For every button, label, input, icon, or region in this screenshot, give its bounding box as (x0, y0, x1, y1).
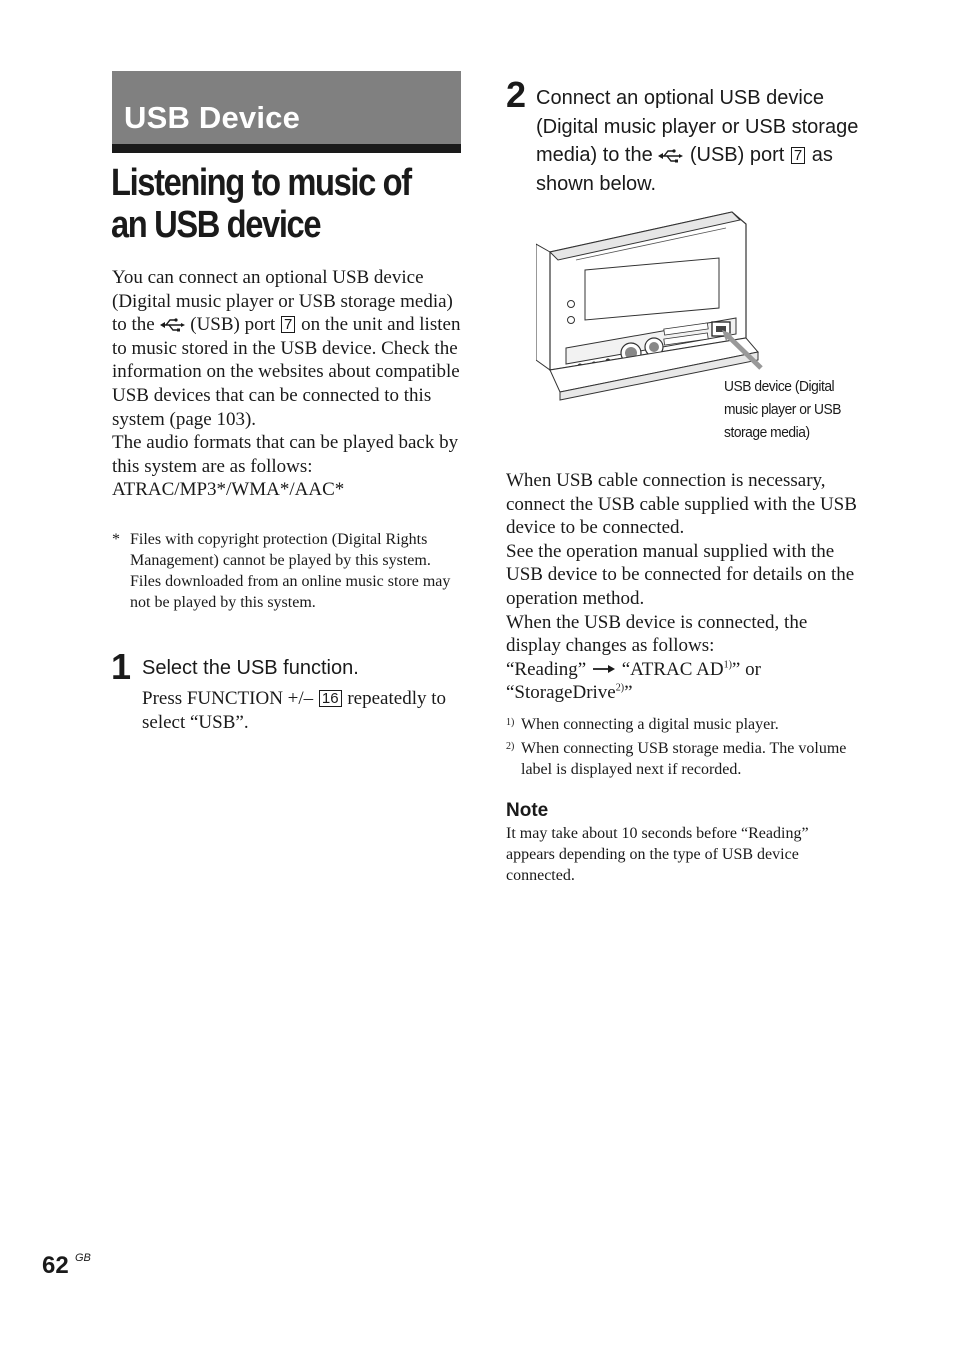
port-ref-box: 7 (281, 316, 295, 333)
display-sequence (506, 658, 858, 705)
sequence-atrac-sup: 1) (723, 659, 732, 671)
formats-line-1: The audio formats that can be played back by this system are as follows: (112, 432, 459, 477)
display-change-paragraph: When the USB device is connected, the display changes as follows: (506, 611, 808, 657)
step-1-title: Select the USB function. (142, 657, 359, 679)
usb-symbol-icon (160, 318, 186, 332)
sequence-storage: “StorageDrive (506, 682, 616, 704)
intro-part-1: You can connect an optional USB device (Digital music player or USB storage media) to the (112, 267, 453, 336)
footnote-2-text: When connecting USB storage media. The volume label is displayed next if recorded. (521, 740, 847, 778)
button-ref-box: 16 (319, 690, 342, 707)
step-2-text (536, 84, 866, 198)
page-title (111, 162, 421, 246)
intro-paragraph (112, 266, 464, 431)
footnote-star-mark: * (112, 531, 120, 548)
note-text: It may take about 10 seconds before “Reading” appears depending on the type of USB device connected. (506, 825, 809, 884)
sequence-atrac: “ATRAC AD (621, 658, 724, 680)
footnote-2-mark: 2) (506, 741, 515, 752)
page-suffix: GB (75, 1252, 91, 1264)
step-2-text-part-2: as shown below. (536, 144, 833, 195)
footnote-1-mark: 1) (506, 717, 515, 728)
usb-symbol-icon (658, 149, 684, 163)
page-number: 62 (42, 1252, 69, 1279)
sequence-end: ” (624, 682, 633, 704)
footnote-star-line-1: Files with copyright protection (Digital Rights Management) cannot be played by this system. (130, 531, 431, 569)
usb-cable-paragraph: When USB cable connection is necessary, connect the USB cable supplied with the USB device to be connected. (506, 470, 857, 539)
footnote-1-text: When connecting a digital music player. (521, 716, 779, 733)
arrow-right-icon (591, 663, 617, 675)
intro-part-2: on the unit and listen to music stored in the USB device. Check the information on the websites about compatible USB devices that can be connected to this system (page 103). (112, 314, 461, 430)
note-heading: Note (506, 800, 549, 821)
step-2-text-part-1: Connect an optional USB device (Digital music player or USB storage media) to the (536, 87, 859, 167)
footnote-1 (506, 714, 858, 735)
step-1-number: 1 (111, 646, 132, 687)
step-1-text-part-2: repeatedly to select “USB”. (142, 688, 447, 733)
page-title-line-2: an USB device (111, 204, 321, 246)
page-title-line-1: Listening to music of (111, 162, 411, 204)
step-1-text (142, 687, 472, 734)
footnote-2 (506, 738, 858, 780)
section-title: USB Device (124, 100, 301, 135)
step-2-number: 2 (506, 74, 527, 115)
usb-port-label: (USB) port (689, 144, 785, 167)
sequence-storage-sup: 2) (615, 683, 625, 695)
sequence-reading: “Reading” (506, 658, 587, 680)
right-body-text (506, 469, 858, 705)
intro-text (112, 266, 464, 502)
usb-port-label: (USB) port (190, 314, 276, 336)
port-ref-box: 7 (791, 147, 805, 164)
footnote-star-line-2: Files downloaded from an online music store may not be played by this system. (130, 573, 451, 611)
step-1-text-part-1: Press FUNCTION +/– (142, 688, 314, 709)
operation-manual-paragraph: See the operation manual supplied with the USB device to be connected for details on the operation method. (506, 540, 855, 609)
sequence-or: ” or (731, 658, 761, 680)
formats-line-2: ATRAC/MP3*/WMA*/AAC* (112, 479, 345, 501)
illustration-caption: USB device (Digital music player or USB storage media) (724, 378, 842, 441)
section-band-rule (112, 144, 461, 153)
footnote-star (112, 529, 464, 613)
